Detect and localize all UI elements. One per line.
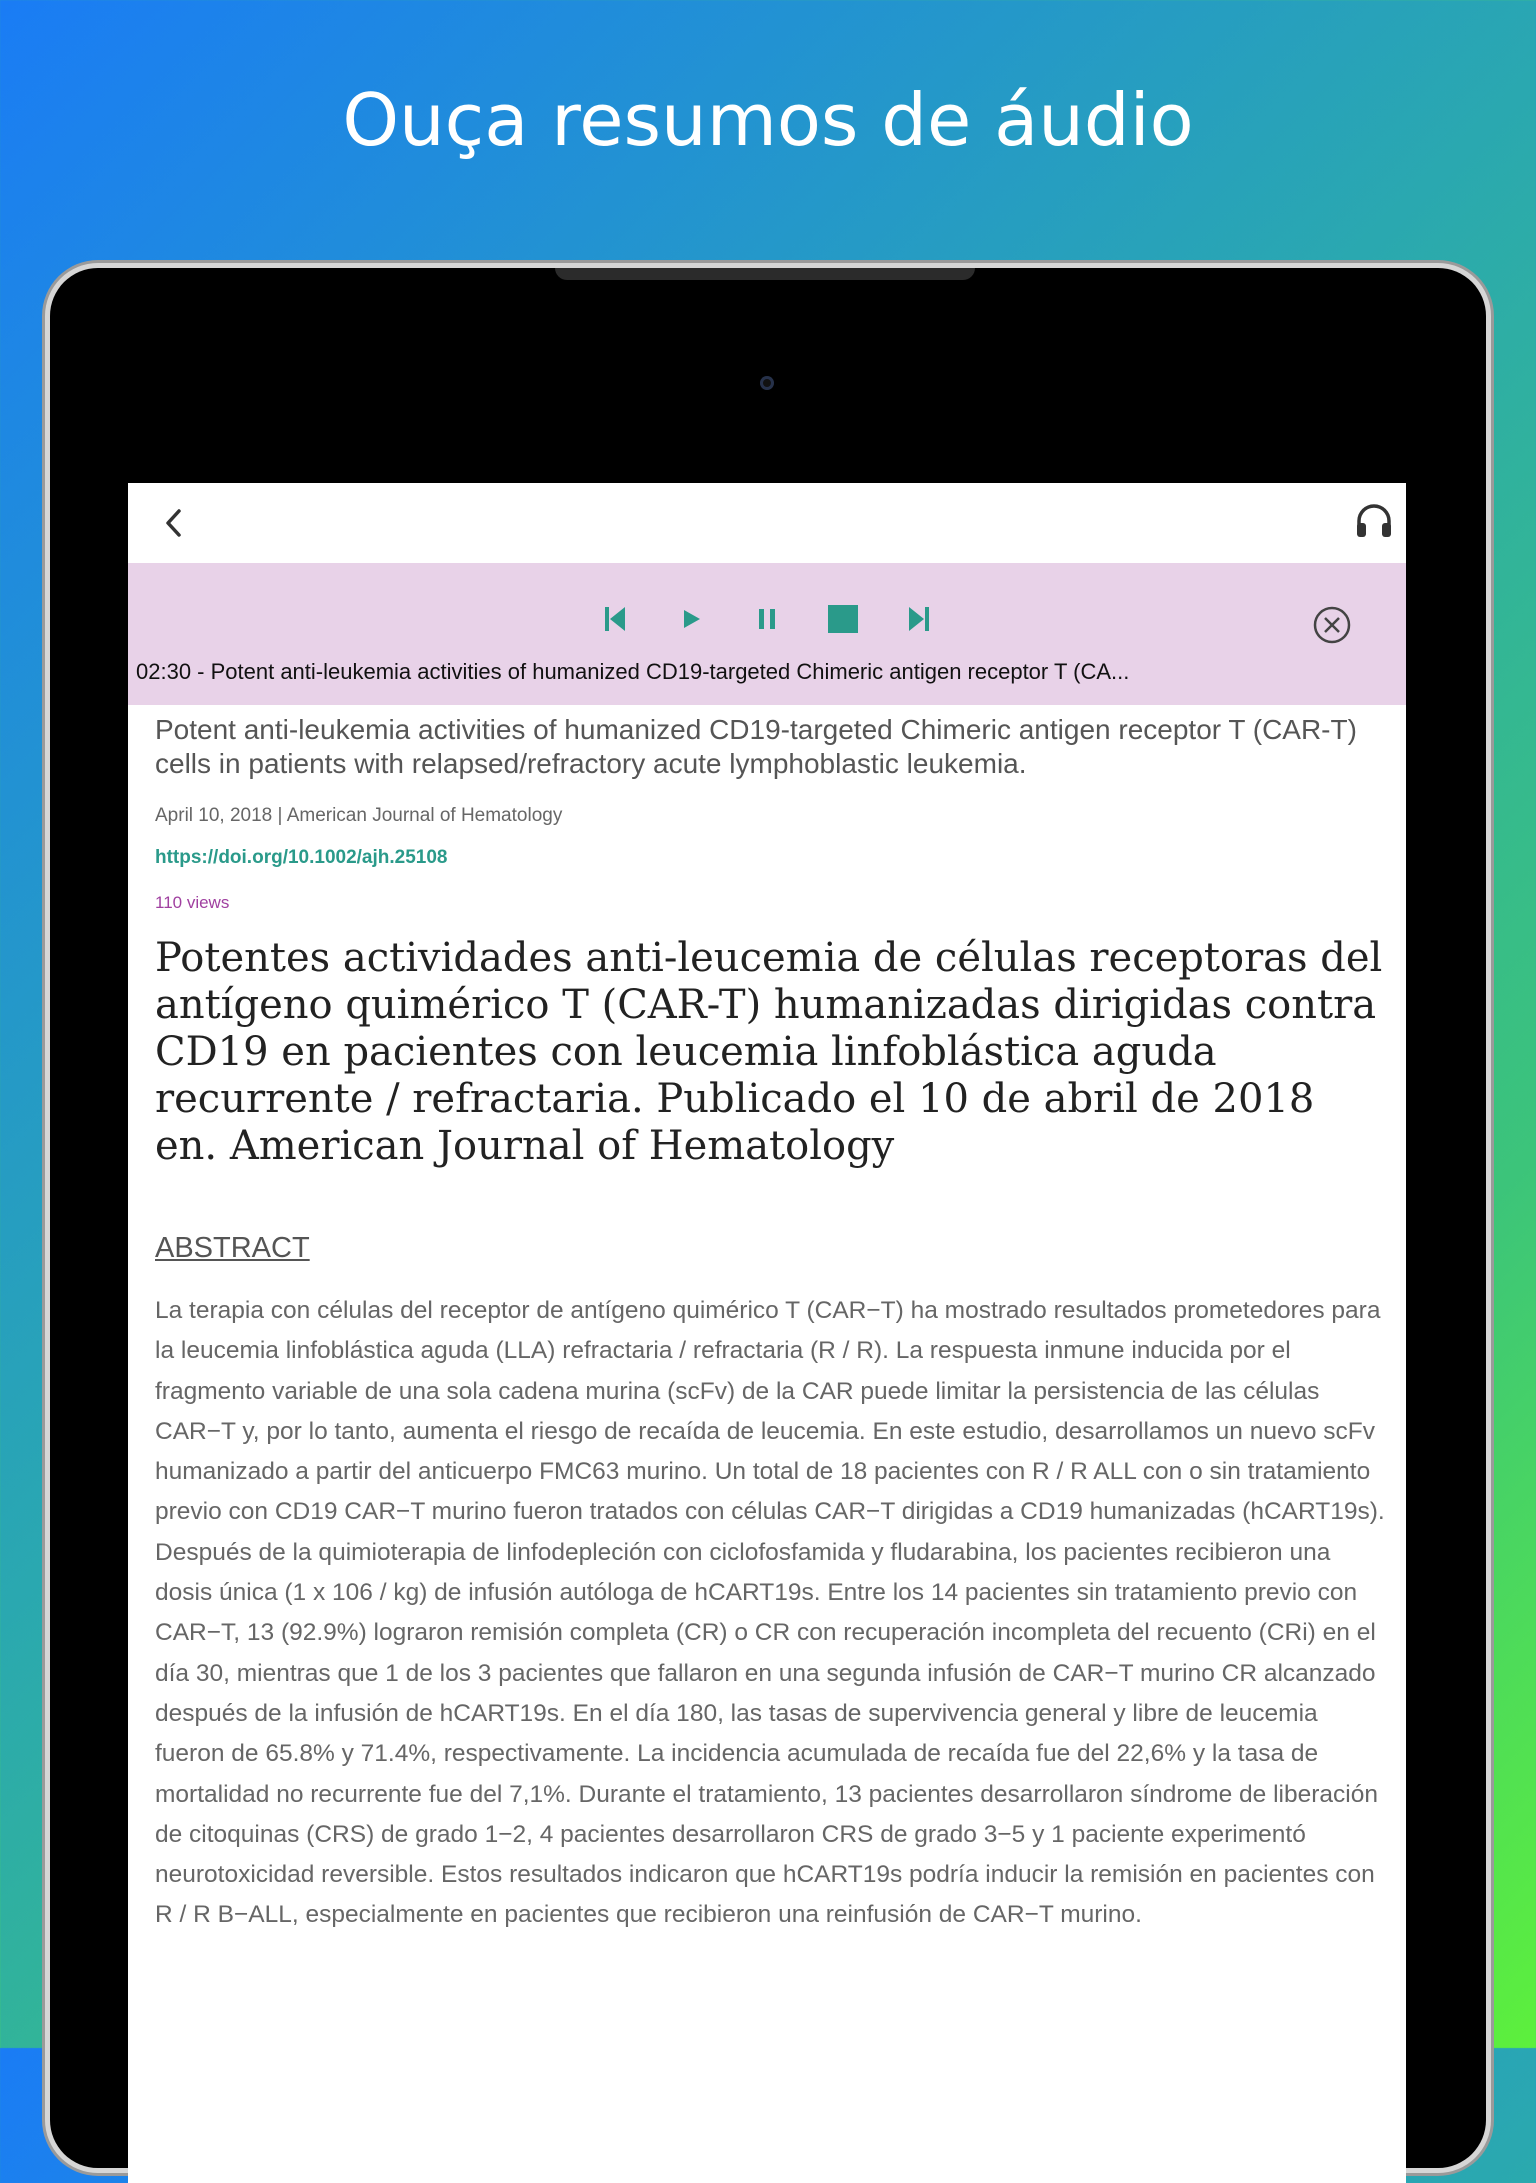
abstract-text: La terapia con células del receptor de antígeno quimérico T (CAR−T) ha mostrado resultados prometedores para la leucemia linfoblástica aguda (LLA) refractaria / refractaria (R / R). La respuesta inmune inducida por el fragmento variable de una sola cadena murina (scFv) de la CAR puede limitar la persistencia de las células CAR−T y, por lo tanto, aumenta el riesgo de recaída de leucemia. En este estudio, desarrollamos un nuevo scFv humanizado a partir del anticuerpo FMC63 murino. Un total de 18 pacientes con R / R ALL con o sin tratamiento previo con CD19 CAR−T murino fueron tratados con células CAR−T dirigidas a CD19 humanizadas (hCART19s). Después de la quimioterapia de linfodepleción con ciclofosfamida y fludarabina, los pacientes recibieron una dosis única (1 x 106 / kg) de infusión autóloga de hCART19s. Entre los 14 pacientes sin tratamiento previo con CAR−T, 13 (92.9%) lograron remisión completa (CR) o CR con recuperación incompleta del recuento (CRi) en el día 30, mientras que 1 de los 3 pacientes que fallaron en una segunda infusión de CAR−T murino CR alcanzado después de la infusión de hCART19s. En el día 180, las tasas de supervivencia general y libre de leucemia fueron de 65.8% y 71.4%, respectivamente. La incidencia acumulada de recaída fue del 22,6% y la tasa de mortalidad no recurrente fue del 7,1%. Durante el tratamiento, 13 pacientes desarrollaron síndrome de liberación de citoquinas (CRS) de grado 1−2, 4 pacientes desarrollaron CRS de grado 3−5 y 1 paciente experimentó neurotoxicidad reversible. Estos resultados indicaron que hCART19s podría inducir la remisión en pacientes con R / R B−ALL, especialmente en pacientes que recibieron una reinfusión de CAR−T murino. xyxy=(155,1297,1385,1929)
player-controls xyxy=(128,601,1406,637)
article-meta: April 10, 2018 | American Journal of Hematology xyxy=(155,805,563,826)
article-content xyxy=(128,705,1406,1936)
skip-previous-icon xyxy=(604,606,626,632)
camera-icon xyxy=(760,376,774,390)
article-title-es: Potentes actividades anti-leucemia de células receptoras del antígeno quimérico T (CAR-T) humanizadas dirigidas contra CD19 en pacientes con leucemia linfoblástica aguda recurrente / refractaria. Publicado el 10 de abril de 2018 en. American Journal of Hematology xyxy=(155,935,1383,1169)
stop-button[interactable] xyxy=(825,601,861,637)
abstract-heading: ABSTRACT xyxy=(155,1232,310,1264)
audio-player xyxy=(128,563,1406,705)
article-title-en: Potent anti-leukemia activities of humanized CD19-targeted Chimeric antigen receptor T (CAR-T) cells in patients with relapsed/refractory acute lymphoblastic leukemia. xyxy=(155,714,1357,779)
skip-next-icon xyxy=(908,606,930,632)
views-count: 110 views xyxy=(155,893,230,912)
now-playing-text: 02:30 - Potent anti-leukemia activities of humanized CD19-targeted Chimeric antigen receptor T (CA... xyxy=(136,659,1130,684)
promo-headline: Ouça resumos de áudio xyxy=(342,78,1194,162)
doi-link[interactable]: https://doi.org/10.1002/ajh.25108 xyxy=(155,847,448,868)
app-screen xyxy=(128,483,1406,2183)
close-player-button[interactable] xyxy=(1312,605,1352,645)
skip-previous-button[interactable] xyxy=(597,601,633,637)
pause-button[interactable] xyxy=(749,601,785,637)
app-bar xyxy=(128,483,1406,563)
chevron-left-icon xyxy=(163,507,185,539)
play-button[interactable] xyxy=(673,601,709,637)
headphones-icon xyxy=(1354,503,1394,539)
tablet-frame xyxy=(50,268,1486,2168)
skip-next-button[interactable] xyxy=(901,601,937,637)
audio-button[interactable] xyxy=(1352,497,1396,545)
stop-icon xyxy=(828,605,858,633)
pause-icon xyxy=(756,608,778,630)
back-button[interactable] xyxy=(154,501,194,545)
tablet-notch xyxy=(555,268,975,280)
close-circle-icon xyxy=(1312,605,1352,645)
play-icon xyxy=(681,608,701,630)
